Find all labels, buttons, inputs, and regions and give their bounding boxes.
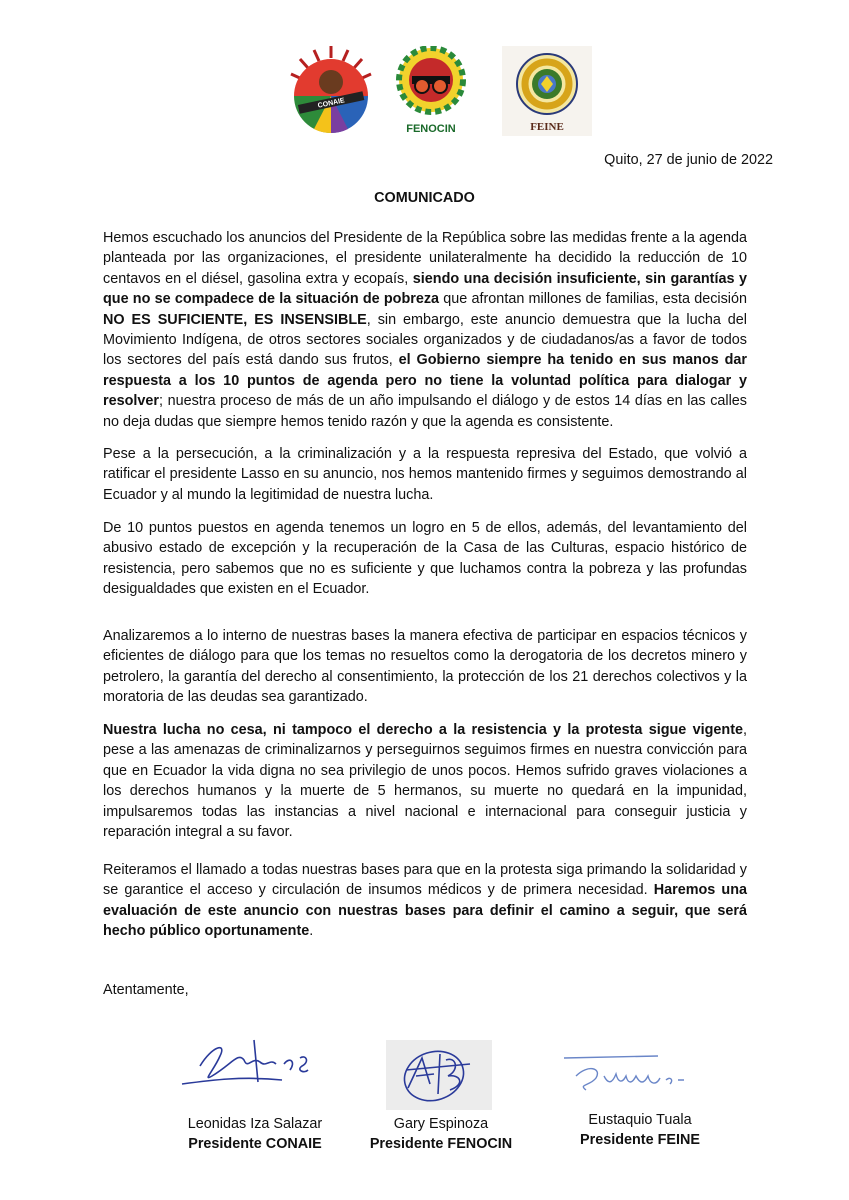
signatory-role: Presidente CONAIE <box>188 1136 322 1152</box>
paragraph <box>103 720 747 842</box>
conaie-logo <box>284 44 378 138</box>
text-run: , sin embargo, este anuncio demuestra que la lucha del Movimiento Indígena, de otros sectores sociales organizados y de ciudadanos/as a favor de todos los sectores del país está dando sus frutos, <box>103 311 747 369</box>
bold-text: Nuestra lucha no cesa, ni tampoco el derecho a la resistencia y la protesta sigue vigente <box>103 722 743 738</box>
text-run: ; nuestra proceso de más de un año impulsando el diálogo y de estos 14 días en las calles no deja dudas que siempre hemos tenido razón y que la agenda es consistente. <box>103 393 747 430</box>
paragraph <box>103 518 747 600</box>
paragraph <box>103 228 747 432</box>
bold-text: Haremos una evaluación de este anuncio con nuestras bases para definir el camino a seguir, que será hecho público oportunamente <box>103 882 747 940</box>
document-date: Quito, 27 de junio de 2022 <box>604 152 773 168</box>
paragraph <box>103 444 747 505</box>
text-run: que afrontan millones de familias, esta decisión <box>439 291 747 308</box>
signatory-role: Presidente FENOCIN <box>369 1136 513 1152</box>
signatory <box>550 1110 730 1150</box>
bold-text: siendo una decisión insuficiente, sin garantías y que no se compadece de la situación de pobreza <box>103 270 747 308</box>
bold-text: NO ES SUFICIENTE, ES INSENSIBLE <box>103 311 367 328</box>
text-run: De 10 puntos puestos en agenda tenemos un logro en 5 de ellos, además, del levantamiento del abusivo estado de excepción y la recuperación de la Casa de las Culturas, espacio histórico de resistencia, pero sabemos que no es suficiente y que luchamos contra la pobreza y las profundas desigualdades que existen en el Ecuador. <box>103 520 747 598</box>
text-run: Reiteramos el llamado a todas nuestras bases para que en la protesta siga primando la solidaridad y se garantice el acceso y circulación de insumos médicos y de primera necesidad. <box>103 862 747 899</box>
text-run: Pese a la persecución, a la criminalización y a la respuesta represiva del Estado, que volvió a ratificar el presidente Lasso en su anuncio, nos hemos mantenido firmes y seguimos demostrando al Ecuador y al mundo la legitimidad de nuestra lucha. <box>103 446 747 503</box>
signatory-role: Presidente FEINE <box>580 1132 700 1148</box>
svg-text:CONAIE: CONAIE <box>317 97 346 110</box>
signatory <box>346 1114 536 1154</box>
feine-logo <box>502 46 592 136</box>
text-run: , pese a las amenazas de criminalizarnos y perseguirnos seguimos firmes en nuestra convicción para que en Ecuador la vida digna no sea privilegio de unos pocos. Hemos sufrido graves violaciones a los derechos humanos y la muerte de 5 hermanos, su muerte no quedará en la impunidad, impulsaremos todas las instancias a nivel nacional e internacional para conseguir justicia y reparación integral a su favor. <box>103 722 747 841</box>
document-title: COMUNICADO <box>374 190 475 206</box>
bold-text: el Gobierno siempre ha tenido en sus manos dar respuesta a los 10 puntos de agenda pero no tiene la voluntad política para dialogar y resolver <box>103 352 747 410</box>
paragraph <box>103 626 747 708</box>
text-run: Analizaremos a lo interno de nuestras bases la manera efectiva de participar en espacios técnicos y eficientes de diálogo para que los temas no resueltos como la derogatoria de los decretos minero y petrolero, la garantía del derecho al consentimiento, la protección de los 21 derechos colectivos y la moratoria de las deudas sea garantizado. <box>103 628 747 706</box>
fenocin-logo-text: FENOCIN <box>406 123 456 135</box>
signatory-name: Gary Espinoza <box>393 1116 489 1132</box>
signatory-name: Leonidas Iza Salazar <box>187 1116 323 1132</box>
text-run: Hemos escuchado los anuncios del Presidente de la República sobre las medidas frente a la agenda planteada por las organizaciones, el presidente unilateralmente ha decidido la reducción de 10 centavos en el diésel, gasolina extra y ecopaís, <box>103 230 747 287</box>
paragraph <box>103 860 747 942</box>
signature-image <box>386 1040 492 1110</box>
fenocin-logo <box>394 46 468 136</box>
feine-logo-text: FEINE <box>530 121 564 133</box>
signatory-name: Eustaquio Tuala <box>588 1112 692 1128</box>
signatory <box>160 1114 350 1154</box>
closing: Atentamente, <box>103 982 189 998</box>
text-run: . <box>309 923 314 940</box>
signature-image <box>172 1036 322 1098</box>
signature-image <box>558 1050 708 1100</box>
